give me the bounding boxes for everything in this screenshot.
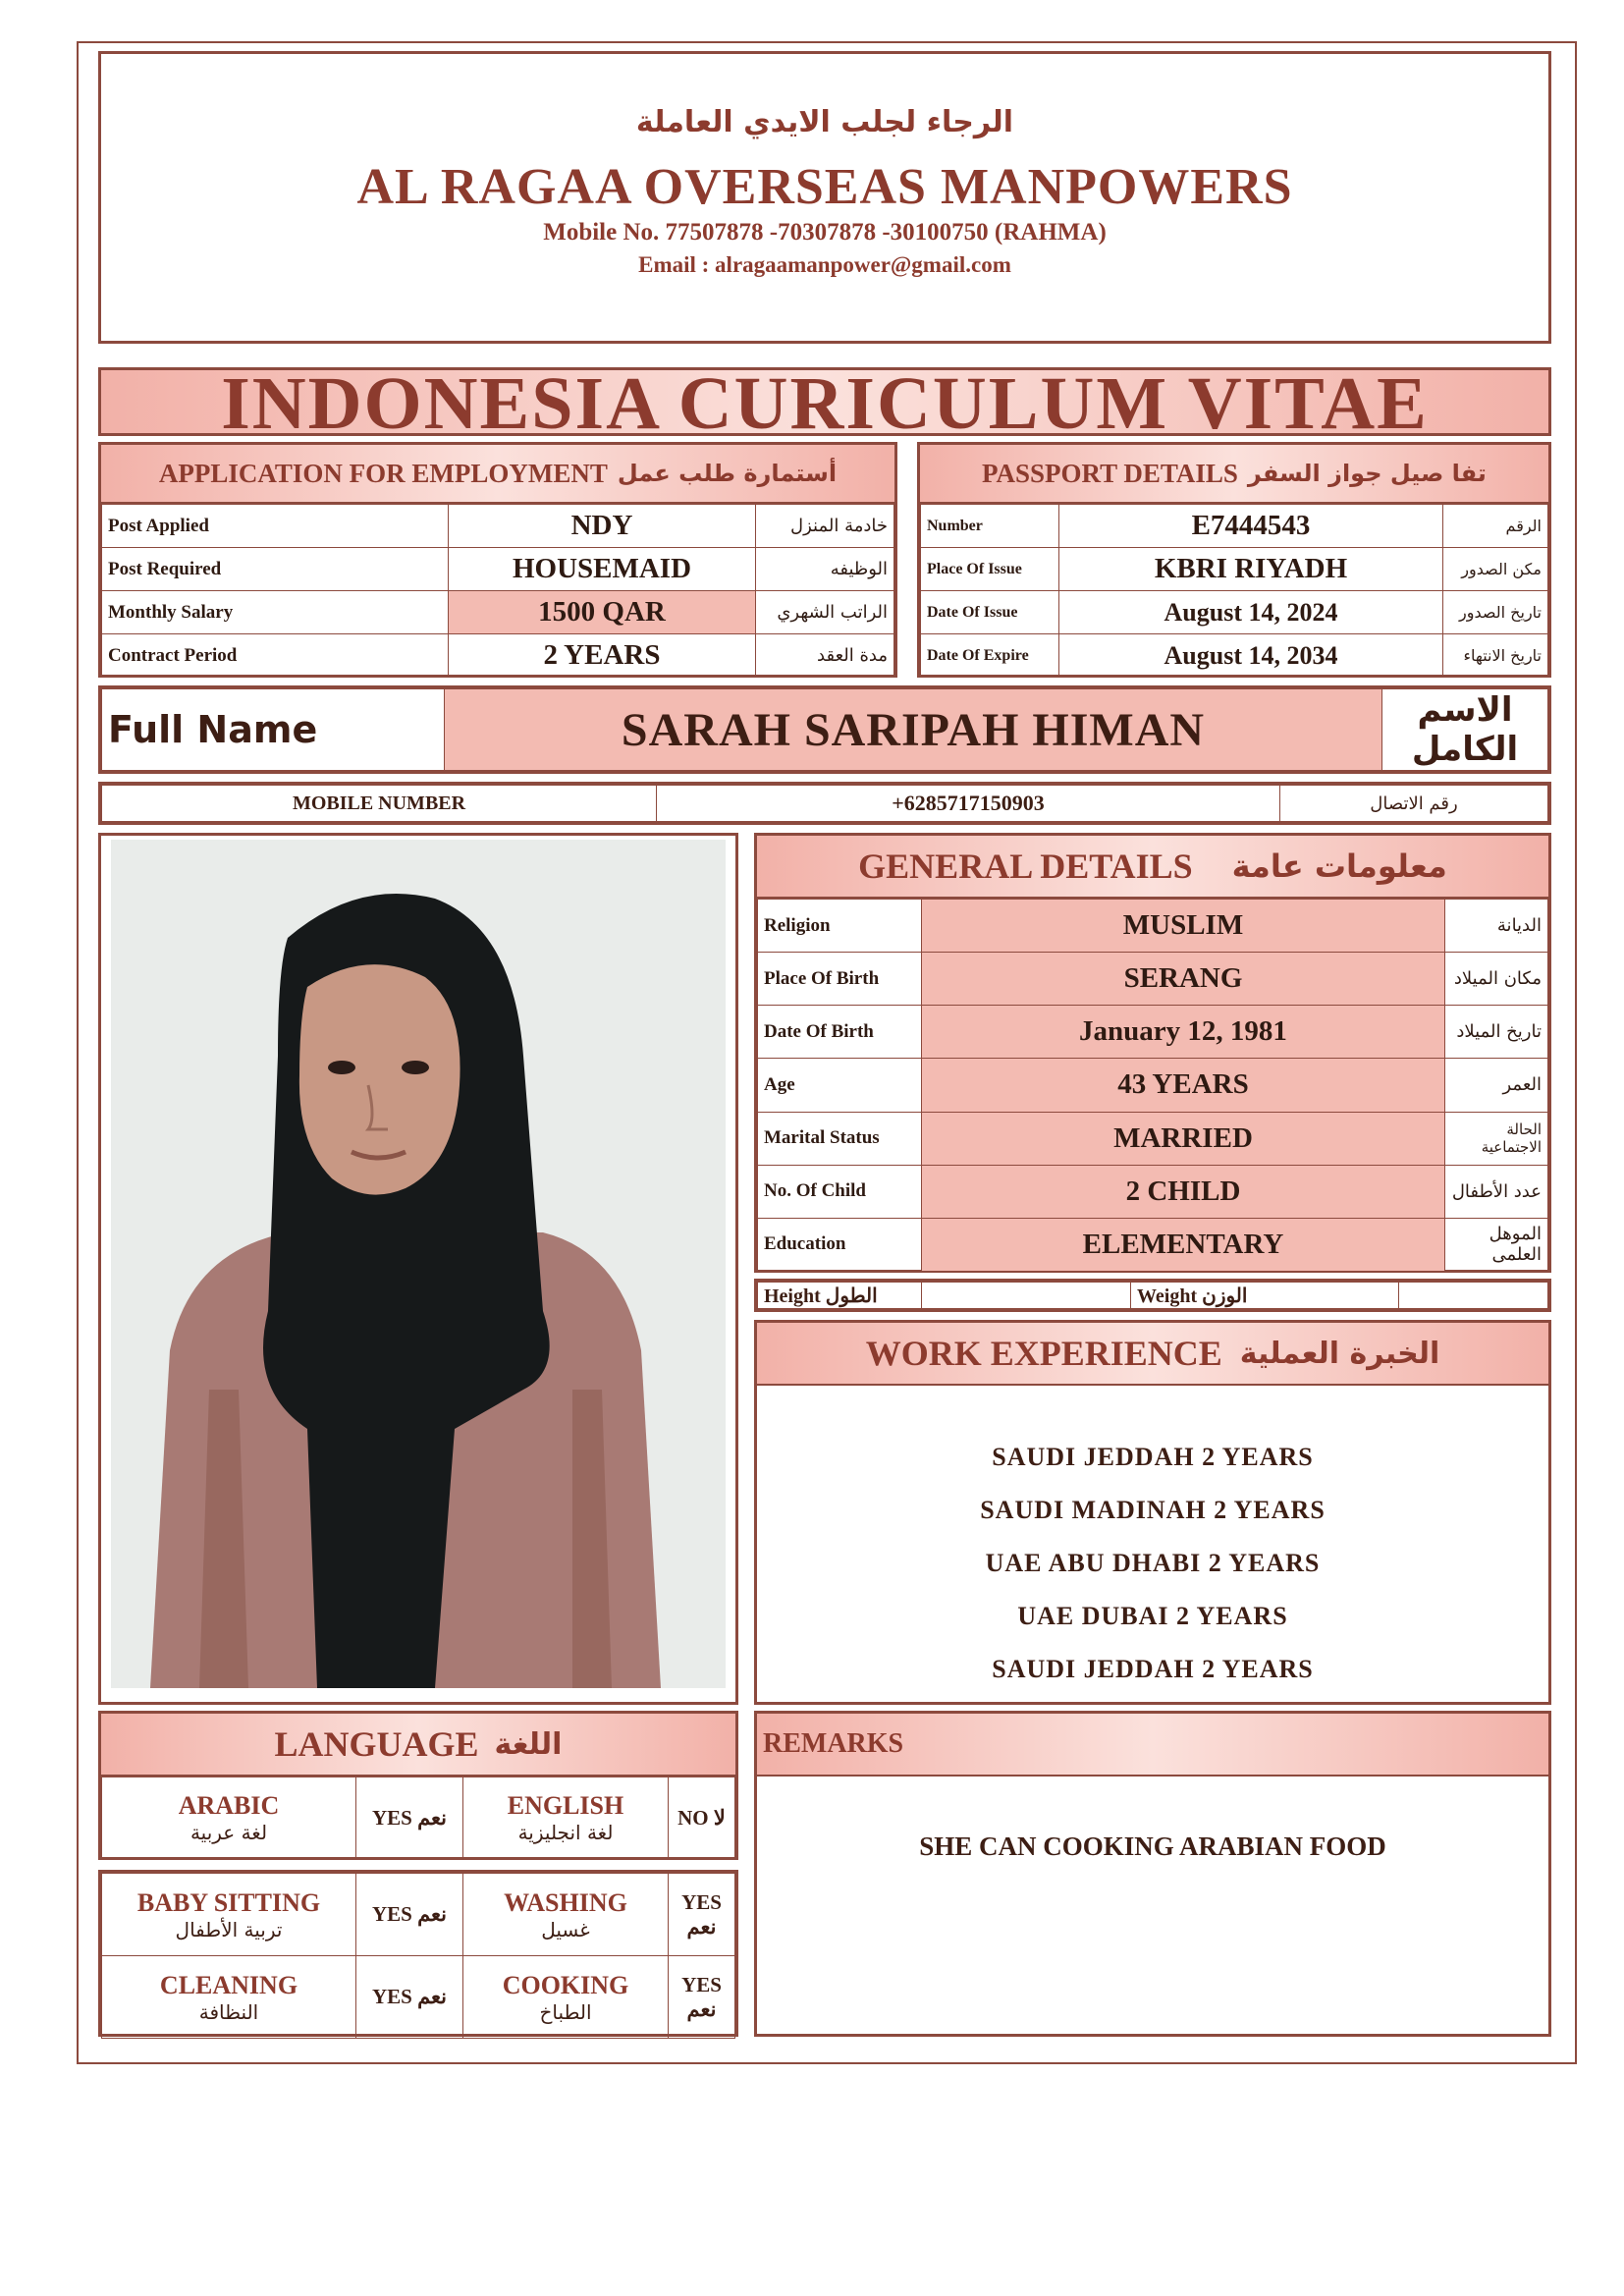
fullname-value: SARAH SARIPAH HIMAN (445, 689, 1382, 771)
height-weight-row (754, 1279, 1551, 1312)
fullname-label-ar: الاسم الكامل (1382, 689, 1548, 771)
application-label-ar: مدة العقد (756, 634, 894, 678)
remarks-section (754, 1711, 1551, 2037)
passport-label: Date Of Expire (921, 634, 1059, 678)
remarks-text: SHE CAN COOKING ARABIAN FOOD (919, 1831, 1386, 1861)
application-label: Contract Period (102, 634, 449, 678)
weight-value (1399, 1283, 1548, 1309)
language-english-answer: NO لا (669, 1777, 735, 1859)
general-label: No. Of Child (758, 1165, 922, 1218)
remarks-header-text: REMARKS (763, 1728, 904, 1759)
general-label: Date Of Birth (758, 1006, 922, 1059)
application-header-ar: أستمارة طلب عمل (617, 460, 838, 487)
company-name: AL RAGAA OVERSEAS MANPOWERS (356, 159, 1293, 215)
general-header-en: GENERAL DETAILS (858, 847, 1193, 886)
general-value: January 12, 1981 (922, 1006, 1445, 1059)
experience-item: UAE ABU DHABI 2 YEARS (985, 1549, 1321, 1577)
experience-list (757, 1443, 1548, 1708)
general-section (754, 833, 1551, 1273)
passport-value: E7444543 (1059, 505, 1443, 548)
company-arabic-name: الرجاء لجلب الايدي العاملة (635, 105, 1014, 139)
passport-value: August 14, 2034 (1059, 634, 1443, 678)
general-label-ar: الموهل العلمى (1445, 1218, 1548, 1271)
passport-label: Place Of Issue (921, 548, 1059, 591)
skill-washing-answer: YES نعم (669, 1874, 735, 1956)
general-label-ar: مكان الميلاد (1445, 953, 1548, 1006)
skill-cleaning-answer: YES نعم (356, 1956, 463, 2039)
language-header (101, 1714, 735, 1777)
application-label-ar: الراتب الشهري (756, 591, 894, 634)
passport-label: Date Of Issue (921, 591, 1059, 634)
height-label: Height الطول (758, 1283, 922, 1309)
skill-cooking-ar: الطباخ (539, 1999, 592, 2024)
general-header-ar: معلومات عامة (1231, 847, 1447, 885)
language-english-en: ENGLISH (507, 1791, 624, 1820)
general-label: Religion (758, 900, 922, 953)
language-table (101, 1777, 735, 1859)
general-label-ar: العمر (1445, 1059, 1548, 1112)
general-table (757, 899, 1548, 1272)
application-label: Post Applied (102, 505, 449, 548)
passport-value: KBRI RIYADH (1059, 548, 1443, 591)
company-email: Email : alragaamanpower@gmail.com (638, 252, 1011, 277)
general-label-ar: الديانة (1445, 900, 1548, 953)
experience-item: UAE DUBAI 2 YEARS (1017, 1602, 1288, 1630)
skill-babysitting-answer: YES نعم (356, 1874, 463, 1956)
passport-section (917, 442, 1551, 678)
application-label: Post Required (102, 548, 449, 591)
application-value: NDY (449, 505, 756, 548)
general-value: MARRIED (922, 1112, 1445, 1165)
skill-cooking-answer: YES نعم (669, 1956, 735, 2039)
passport-header-en: PASSPORT DETAILS (982, 458, 1238, 488)
language-arabic-answer: YES نعم (356, 1777, 463, 1859)
application-section (98, 442, 897, 678)
application-header (101, 445, 894, 504)
general-label: Marital Status (758, 1112, 922, 1165)
passport-header-ar: تفا صيل جواز السفر (1247, 460, 1487, 487)
application-label-ar: الوظيفه (756, 548, 894, 591)
general-label: Place Of Birth (758, 953, 922, 1006)
skill-washing-en: WASHING (504, 1887, 627, 1917)
general-label-ar: تاريخ الميلاد (1445, 1006, 1548, 1059)
application-value: HOUSEMAID (449, 548, 756, 591)
skill-babysitting-ar: تربية الأطفال (175, 1917, 283, 1941)
mobile-label: MOBILE NUMBER (102, 786, 657, 822)
applicant-photo (111, 840, 726, 1688)
application-header-en: APPLICATION FOR EMPLOYMENT (158, 458, 608, 488)
application-value: 2 YEARS (449, 634, 756, 678)
general-value: 2 CHILD (922, 1165, 1445, 1218)
experience-header (757, 1323, 1548, 1386)
skill-cleaning-en: CLEANING (159, 1970, 298, 1999)
remarks-header (757, 1714, 1548, 1777)
height-value (922, 1283, 1131, 1309)
general-label-ar: الحالة الاجتماعية (1445, 1112, 1548, 1165)
cv-title: INDONESIA CURICULUM VITAE (221, 362, 1429, 445)
skills-table (101, 1873, 735, 2039)
mobile-label-ar: رقم الاتصال (1280, 786, 1548, 822)
language-header-en: LANGUAGE (274, 1724, 479, 1764)
experience-header-ar: الخبرة العملية (1239, 1336, 1440, 1371)
skill-cleaning-ar: النظافة (198, 1999, 259, 2024)
experience-item: SAUDI MADINAH 2 YEARS (980, 1496, 1326, 1524)
experience-item: SAUDI JEDDAH 2 YEARS (992, 1443, 1314, 1471)
language-arabic-en: ARABIC (178, 1791, 280, 1820)
photo-frame (98, 833, 738, 1705)
application-table (101, 504, 894, 678)
passport-label-ar: تاريخ الصدور (1443, 591, 1548, 634)
experience-header-en: WORK EXPERIENCE (865, 1334, 1222, 1373)
passport-header (920, 445, 1548, 504)
general-header (757, 836, 1548, 899)
passport-table (920, 504, 1548, 678)
passport-value: August 14, 2024 (1059, 591, 1443, 634)
application-value: 1500 QAR (449, 591, 756, 634)
language-english-ar: لغة انجليزية (517, 1821, 614, 1844)
passport-label-ar: الرقم (1443, 505, 1548, 548)
skills-section (98, 1870, 738, 2037)
experience-section (754, 1320, 1551, 1705)
language-section (98, 1711, 738, 1860)
company-header (98, 51, 1551, 344)
general-value: SERANG (922, 953, 1445, 1006)
general-label-ar: عدد الأطفال (1445, 1165, 1548, 1218)
company-mobile: Mobile No. 77507878 -70307878 -30100750 (RAHMA) (543, 219, 1107, 246)
portrait-image (111, 840, 726, 1688)
fullname-label: Full Name (102, 689, 445, 771)
language-arabic-ar: لغة عربية (189, 1821, 268, 1844)
passport-label-ar: مكن الصدور (1443, 548, 1548, 591)
general-label: Age (758, 1059, 922, 1112)
experience-item: SAUDI JEDDAH 2 YEARS (992, 1655, 1314, 1683)
general-value: ELEMENTARY (922, 1218, 1445, 1271)
application-label: Monthly Salary (102, 591, 449, 634)
fullname-row (98, 685, 1551, 774)
general-label: Education (758, 1218, 922, 1271)
application-label-ar: خادمة المنزل (756, 505, 894, 548)
language-header-ar: اللغة (494, 1726, 563, 1762)
skill-cooking-en: COOKING (502, 1970, 629, 1999)
weight-label: Weight الوزن (1131, 1283, 1399, 1309)
general-value: MUSLIM (922, 900, 1445, 953)
skill-babysitting-en: BABY SITTING (136, 1887, 321, 1917)
general-value: 43 YEARS (922, 1059, 1445, 1112)
passport-label-ar: تاريخ الانتهاء (1443, 634, 1548, 678)
passport-label: Number (921, 505, 1059, 548)
skill-washing-ar: غسيل (541, 1917, 590, 1941)
mobile-value: +6285717150903 (657, 786, 1280, 822)
cv-title-bar (98, 362, 1551, 445)
mobile-row (98, 782, 1551, 825)
